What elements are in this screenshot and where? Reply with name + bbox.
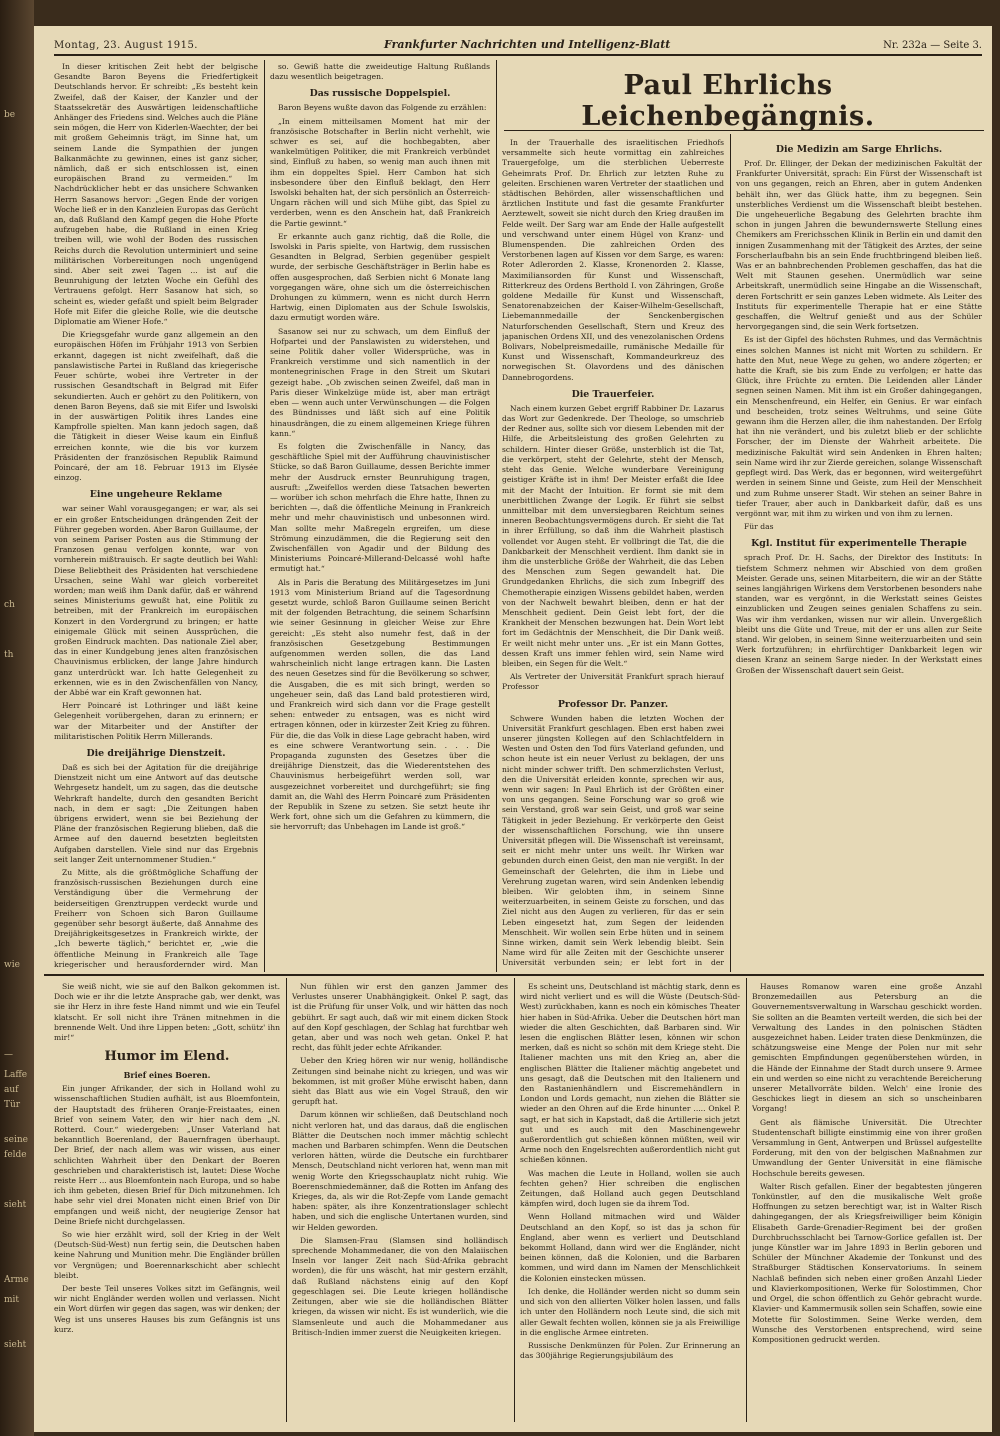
edge-fragment: sieht bbox=[4, 1340, 27, 1350]
edge-fragment: Tür bbox=[4, 1100, 21, 1110]
paragraph: Nach einem kurzen Gebet ergriff Rabbiner Dr. Lazarus das Wort zur Gedenkrede. Der Theologe, so umschrieb der Redner aus, sollte sich vor diesem Lebenden mit der Hilfe, die Arbeitsleistung des großen Gelehrten zu schildern. Hinter dieser Größe, unsterblich ist die Tat, die verkörpert, steht der Gelehrte, steht der Mensch, steht das Genie. Welche wunderbare Vereinigung geistiger Kräfte ist in ihm! Der Meister erfaßt die Idee mit der Macht der Intuition. Er formt sie mit dem unerbittlichen Zwange der Logik. Er führt sie selbst unmittelbar mit dem unversiegbaren Reichtum seines inneren Beobachtungsvermögens durch. Er sieht die Tat in ihrer Erfüllung, so daß ihm die Wahrheit plastisch vollendet vor Augen steht. Er vollbringt die Tat, die die Dankbarkeit der Menschheit verdient. Ihm dankt sie in ihm die unsterbliche Größe der Wahrheit, die das Leben des Menschen zum Segen gewandelt hat. Die Grundgedanken Ehrlichs, die sich zum Inbegriff des Chemotherapie einzigen Wissens gebildet haben, werden von der Nachwelt bewahrt bleiben, denn er hat der Menschheit gedient. Dein Geist lebt fort, der die Krankheit der Menschen bezwungen hat. Dein Wort lebt fort im Gedächtnis der Menschheit, die Dir Dank weiß. Er weilt nicht mehr unter uns. „Er ist ein Mann Gottes, dessen Kraft uns immer fehlen wird, sein Name wird bleiben, ein Segen für die Welt.“ bbox=[502, 403, 724, 668]
lower-column-3 bbox=[520, 982, 740, 1422]
section-heading: Die Medizin am Sarge Ehrlichs. bbox=[775, 144, 943, 155]
column-1 bbox=[54, 62, 258, 970]
paragraph: Es ist der Gipfel des höchsten Ruhmes, und das Vermächtnis eines solchen Mannes ist nicht mit Worten zu schildern. Er hatte den Mut, neue Wege zu gehen, wo andere zögerten; er hatte die Kraft, sie bis zum Ende zu verfolgen; er hatte das Glück, ihre Früchte zu ernten. Die Leidenden aller Länder segnen seinen Namen. Mit ihm ist ein Großer dahingegangen, ein Menschenfreund, ein Helfer, ein Genius. Er war einfach und bescheiden, trotz seines Weltruhms, und seine Güte gewann ihm die Herzen aller, die ihm nahestanden. Der Erfolg hat ihn nie verändert, und bis zuletzt blieb er der schlichte Forscher, der im Dienste der Wahrheit arbeitete. Die medizinische Fakultät wird sein Andenken in Ehren halten; sein Name wird ihr zur Zierde gereichen, solange Wissenschaft gepflegt wird. Das Werk, das er begonnen, wird weitergeführt werden in seinem Sinne und Geiste, zum Heil der Menschheit und zum Ruhme unserer Stadt. Wir stehen an seiner Bahre in tiefer Trauer, aber auch in Dankbarkeit dafür, daß es uns vergönnt war, mit ihm zu wirken und von ihm zu lernen. bbox=[736, 335, 982, 518]
page-number: Nr. 232a — Seite 3. bbox=[883, 40, 982, 51]
paragraph: Als Vertreter der Universität Frankfurt sprach hierauf Professor bbox=[502, 672, 724, 692]
paragraph: Wenn Holland mitmachen wird und Wälder Deutschland an den Kopf, so ist das ja schon für England, aber wenn es verliert und Deutschland bekommt Holland, dann wird wer die Engländer, nicht beinen können, daß die Kolonien, und die Barbaren kommen, und wird dann im Namen der Menschlichkeit die Kolonien einstecken müssen. bbox=[520, 1212, 740, 1283]
paragraph: Es scheint uns, Deutschland ist mächtig stark, denn es wird nicht verliert und es will die Wüste (Deutsch-Süd-West) zurückhaben, kann es noch ein kömisches Theater hier haben in Süd-Afrika. Ueber die Deutschen hört man wieder die alten Geschichten, daß Barbaren sind. Wir lesen die englischen Blätter lesen, können wir schon merken, daß es nicht so schön mit dem Kriege steht. Die Italiener machten uns mit den Krieg an, aber die englischen Blätter die Italiener mächtig angebetet und uns gesagt, daß die Deutschen mit den Italienern und den Rastanienhändlern und Eiscremehändlern in London und Lords gemacht, nun ziehen die Blätter sie wieder an den Ohren auf die Erde hinunter ..... Onkel P. sagt, er hat sich in Kapstadt, daß die Artillerie sich jetzt gut und es auch mit den Maschinengewehr außerordentlich gut schießen können müßten, weil wir Arme noch den Engelsrechten außerordentlich nicht gut schießen können. bbox=[520, 982, 740, 1165]
paragraph: sprach Prof. Dr. H. Sachs, der Direktor des Instituts: In tiefstem Schmerz nehmen wir Abschied von dem großen Meister. Gerade uns, seinen Mitarbeitern, die wir an der Stätte seines langjährigen Wirkens dem Verstorbenen besonders nahe standen, war es vergönnt, in die Werkstatt seines Geistes einzublicken und Zeugen seines genialen Schaffens zu sein. Was wir ihm verdanken, wissen nur wir allein. Unvergeßlich bleibt uns die Güte und Treue, mit der er uns allen zur Seite stand. Wir geloben, in seinem Sinne weiterzuarbeiten und sein Werk fortzuführen; in ehrfürchtiger Dankbarkeit legen wir diesen Kranz an seinem Sarge nieder. In der Werkstatt eines Großen der Wissenschaft dauert sein Geist. bbox=[736, 553, 982, 675]
section-heading: Die Trauerfeier. bbox=[571, 388, 655, 400]
paragraph: Sie weiß nicht, wie sie auf den Balkon gekommen ist. Doch wie er ihr die letzte Ansprache gab, wer denkt, was sie ihr Herz in ihre feste Hand nimmt und wie ein Teufel klatscht. Er soll nicht ihre Tränen mitnehmen in die brennende Welt. Und ihre Lippen beten: „Gott, schütz' ihn mir!“ bbox=[54, 982, 280, 1043]
masthead bbox=[54, 32, 982, 56]
article-headline: Humor im Elend. bbox=[104, 1049, 230, 1065]
section-heading: Professor Dr. Panzer. bbox=[557, 698, 669, 710]
paragraph: Es folgten die Zwischenfälle in Nancy, das geschäftliche Spiel mit der Aufführung chauvinistischer Stücke, so daß Baron Guillaume, dessen Berichte immer mehr der Ausdruck ernster Beunruhigung tragen, ausruft: „Zweifellos werden diese Tatsachen bewerten — worüber ich schon mehrfach die Ehre hatte, Ihnen zu berichten —, daß die öffentliche Meinung in Frankreich mehr und mehr chauvinistisch und unbesonnen wird. Man sollte mehr Maßregeln ergreifen, um diese Strömung einzudämmen, die die Regierung seit den Zwischenfällen von Agadir und der Bildung des Ministeriums Poincaré-Millerand-Delcassé wohl hafte ermutigt hat.“ bbox=[270, 441, 490, 574]
column-2 bbox=[270, 62, 490, 970]
section-heading: Das russische Doppelspiel. bbox=[309, 88, 451, 100]
paragraph: Zu Mitte, als die größtmögliche Schaffung der französisch-russischen Beziehungen durch eine Verständigung über die Vermehrung der beiderseitigen Grenztruppen verdeckt wurde und Freiherr von Schoen sich Baron Guillaume gegenüber sehr besorgt äußerte, daß Annahme des Dreijährigkeitsgesetzes in Frankreich wirkte, der „Ich bewerte täglich,“ berichtet er, „wie die öffentliche Meinung in Frankreich alle Tage kriegerischer und herausfordernder wird. Man bbox=[54, 868, 258, 969]
column-rule bbox=[264, 60, 265, 972]
paragraph: Prof. Dr. Ellinger, der Dekan der medizinischen Fakultät der Frankfurter Universität, sprach: Ein Fürst der Wissenschaft ist von uns gegangen, reich an Ehren, aber in gutem Andenken behält ihn, wer das Glück hatte, ihm zu begegnen. Sein unsterbliches Verdienst um die Wissenschaft bleibt bestehen. Die ungeheuerliche Begabung des Gelehrten brachte ihm schon in jungen Jahren die bewundernswerte Stellung eines Chemikers am Frerichsschen Klinik in Berlin ein und damit den innigen Zusammenhang mit der Tätigkeit des Arztes, der seine Forscherlaufbahn bis an sein Ende fruchtbringend bleiben ließ. Was er an bahnbrechenden Problemen geschaffen, das hat die Welt mit Staunen gesehen. Unermüdlich war seine Arbeitskraft, unermüdlich seine Hingabe an die Wissenschaft, deren Fortschritt er sein ganzes Leben widmete. Als Leiter des Instituts für experimentelle Therapie hat er eine Stätte geschaffen, die Weltruf genießt und aus der Schüler hervorgegangen sind, die sein Werk fortsetzen. bbox=[736, 159, 982, 332]
paragraph: „In einem mitteilsamen Moment hat mir der französische Botschafter in Berlin nicht verhehlt, wie schwer es sei, auf die hochbegabten, aber wankelmütigen Politiker, die mit Frankreich verbündet sind, Einfluß zu haben, so wenig man auch ihnen mit ihm ein doppeltes Spiel. Herr Cambon hat sich insbesondere über den Einfluß beklagt, den Herr Iswolski behalten hat, der sich persönlich an Österreich-Ungarn rächen will und sich Mühe gibt, das Spiel zu verderben, wenn es den Anschein hat, daß Frankreich die Partie gewinnt.“ bbox=[270, 116, 490, 228]
paragraph: Herr Poincaré ist Lothringer und läßt keine Gelegenheit vorübergehen, daran zu erinnern; er war der Mitarbeiter und der Anstifter der militaristischen Politik Herrn Millerands. bbox=[54, 701, 258, 741]
newspaper-title: Frankfurter Nachrichten und Intelligenz-Blatt bbox=[384, 38, 671, 51]
paragraph: Daß es sich bei der Agitation für die dreijährige Dienstzeit nicht um eine Antwort auf das deutsche Wehrgesetz handelt, um zu sagen, das die deutsche Wehrkraft handelte, durch den gesandten Bericht nach, in dem er sagt: „Die Zeitungen haben übrigens erwidert, wenn sie bei Beziehung der Pläne der französischen Regierung blieben, daß die Armee auf den dauernd besetzten begleitsten Aufgaben darstellen. Viele sind nur das Ergebnis seit langer Zeit unternommener Studien.“ bbox=[54, 763, 258, 864]
column-rule bbox=[746, 978, 747, 1422]
paragraph: In dieser kritischen Zeit hebt der belgische Gesandte Baron Beyens die Friedfertigkeit Deutschlands hervor. Er schreibt: „Es besteht kein Zweifel, daß der Kaiser, der Kanzler und der Staatssekretär des Auswärtigen leidenschaftliche Anhänger des Friedens sind. Welches auch die Pläne sein mögen, die Herr von Kiderlen-Waechter, der bei mit großem Geheimnis trägt, im Sinne hat, um seinem Lande die Sympathien der jungen Balkanmächte zu gewinnen, eines ist ganz sicher, nämlich, daß er sich entschlossen ist, einen europäischen Brand zu vermeiden.“ Im Nachdrücklicher hebt er das unsichere Schwanken Herrn Sasanows hervor: „Gegen Ende der vorigen Woche ließ er in den Kanzleien Europas das Gerücht an, daß Rußland den Kampf gegen die Hohe Pforte aufzugeben habe, die Rußland in einen Krieg treiben will, wie wohl der Boden des russischen Reichs durch die Revolution unterminiert und seine militärischen Vorbereitungen noch ungenügend sind. Aber seit zwei Tagen ... ist auf die Beunruhigung der letzten Woche ein Gefühl des Vertrauens gefolgt. Herr Sasanow hat sich, so scheint es, wieder gefaßt und spielt beim Belgrader Hofe mit Eifer die gleiche Rolle, wie die deutsche Diplomatie am Wiener Hofe.“ bbox=[54, 62, 258, 327]
paragraph: Die Kriegsgefahr wurde ganz allgemein an den europäischen Höfen im Frühjahr 1913 von Serbien erkannt, dagegen ist nicht zweifelhaft, daß die panslawistische Partei in Rußland das kriegerische Feuer schürte, wobei ihre Vertreter in der russischen Gesandtschaft in Belgrad mit Eifer sekundierten. Auch er gehört zu den Politikern, von denen Baron Beyens, daß sie mit Eifer und Iswolski in der auswärtigen Politik ihres Landes eine Kampfrolle spielten. Man kann jedoch sagen, daß die Tätigkeit in dieser Weise kaum ein Einfluß erreichen konnte, wie die bis vor kurzem Präsidenten der französischen Republik Raimund Poincaré, der am 18. Februar 1913 im Elysée einzog. bbox=[54, 330, 258, 483]
paragraph: so. Gewiß hatte die zweideutige Haltung Rußlands dazu wesentlich beigetragen. bbox=[270, 62, 490, 82]
paragraph: Der beste Teil unseres Volkes sitzt im Gefängnis, weil wir nicht Engländer werden wollen und verlassen. Nicht ein Wort dürfen wir gegen das sagen, was wir denken; der Weg ist uns unseres Hauses bis zum Gefängnis ist uns kurz. bbox=[54, 1284, 280, 1334]
edge-fragment: sieht bbox=[4, 1200, 27, 1210]
section-heading: Die dreijährige Dienstzeit. bbox=[86, 748, 226, 759]
paragraph: Für das bbox=[744, 522, 774, 532]
section-rule bbox=[44, 974, 984, 976]
edge-fragment: wie bbox=[4, 960, 20, 970]
edge-fragment: ch bbox=[4, 600, 15, 610]
lower-column-4 bbox=[752, 982, 982, 1422]
edge-fragment: Arme bbox=[4, 1275, 29, 1285]
paragraph: Baron Beyens wußte davon das Folgende zu erzählen: bbox=[278, 103, 487, 113]
paragraph: Ich denke, die Holländer werden nicht so dumm sein und sich von den allierten Völker holen lassen, und falls ich unter den Holländern noch Leute sind, die sich mit aller Gewalt fechten wollen, können sie ja als Freiwillige in die englische Armee eintreten. bbox=[520, 1286, 740, 1337]
adjacent-page-edge bbox=[0, 0, 34, 1436]
paragraph: Darum können wir schließen, daß Deutschland noch nicht verloren hat, und das daraus, daß die englischen Blätter die Deutschen noch immer mächtig schlecht machen und Barbaren schimpfen. Wenn die Deutschen verloren hätten, würde die Deutsche ein furchtbarer Mensch, Deutschland nicht verloren hat, wenn man mit wenig Worte den Kriegsschauplatz nicht ruhig. Wie Boerenschmiedemänner, daß die Rotten im Anfang des Krieges, da, als wir die Rot-Zepfe vom Lande gemacht haben: später, als ihre Konzentrationslager schlecht haben, und sich die englische Untertanen wurden, sind wir Helden geworden. bbox=[292, 1110, 508, 1232]
main-headline: Paul Ehrlichs Leichenbegängnis. bbox=[581, 70, 875, 132]
paragraph: Schwere Wunden haben die letzten Wochen der Universität Frankfurt geschlagen. Eben erst haben zwei unserer jüngsten Kollegen auf den Schlachtfeldern in Westen und Osten den Tod fürs Vaterland gefunden, und schon heute ist ein neuer Verlust zu beklagen, der uns nicht minder schwer trifft. Den schmerzlichsten Verlust, den die Universität erleiden konnte, sprechen wir aus, wenn wir sagen: In Paul Ehrlich ist der Größten einer von uns gegangen. Seine Forschung war so groß wie sein Verstand, groß war sein Geist, und groß war seine Tätigkeit in jeder Beziehung. Er verkörperte den Geist der wissenschaftlichen Forschung, wie ihn unsere Universität pflegen will. Die Wissenschaft ist vereinsamt, seit er nicht mehr unter uns weilt. Ihr Wirken war gebunden durch einen Geist, den man nie vergißt. In der Gemeinschaft der Gelehrten, die ihm in Liebe und Verehrung zugetan waren, wird sein Andenken lebendig bleiben. Wir gelobten ihm, in seinem Sinne weiterzuarbeiten, in seinem Geiste zu forschen, und das Ziel nicht aus den Augen zu verlieren, für das er sein Leben eingesetzt hat, zum Segen der leidenden Menschheit. Wir wollen sein Erbe hüten und in seinem Sinne wirken, damit sein Werk lebendig bleibt. Sein Name wird für alle Zeiten mit der Geschichte unserer Universität verbunden sein; er lebt fort in der bbox=[502, 713, 724, 968]
column-rule bbox=[286, 978, 287, 1422]
paragraph: Walter Risch gefallen. Einer der begabtesten jüngeren Tonkünstler, auf den die musikalische Welt große Hoffnungen zu setzen berechtigt war, ist in Walter Risch dahingegangen, der als Kriegsfreiwilliger beim Königin Elisabeth Garde-Grenadier-Regiment bei der großen Durchbruchsschlacht bei Tarnow-Gorlice gefallen ist. Der junge Künstler war im Jahre 1893 in Berlin geboren und Schüler der Münchner Akademie der Tonkunst und des Straßburger Städtischen Konservatoriums. In seinem Nachlaß befinden sich neben einer großen Anzahl Lieder und Klavierkompositionen, Werke für Solostimmen, Chor und Orgel, die schon öffentlich zu Gehör gebracht wurde. Klavier- und Kammermusik sollen sein Schaffen, sowie eine Motette für Solostimmen. Seine Werke werden, dem Wunsche des Verstorbenen entsprechend, wird seine Kompositionen gedruckt werden. bbox=[752, 1181, 982, 1344]
column-3 bbox=[502, 138, 724, 970]
edge-fragment: auf bbox=[4, 1085, 19, 1095]
column-4 bbox=[736, 138, 982, 970]
paragraph: Ein junger Afrikander, der sich in Holland wohl zu wissenschaftlichen Studien aufhält, ist aus Bloemfontein, der Hauptstadt des früheren Oranje-Freistaates, einen Brief von seinem Vater, den wir hier nach dem „N. Rotterd. Cour.“ wiedergeben: „Unser Vaterland hat bekanntlich Boerenland, der Bauernfragen überhaupt. Der Brief, der nach allem was wir wissen, aus einer schlichten Wahrheit über den Denkart der Boeren geschrieben und charakteristisch ist, lautet: Diese Woche reiste Herr ... aus Bloemfontein nach Europa, und so habe ich ihm gebeten, diesen Brief für Dich mitzunehmen. Ich habe sehr viel drei Monaten nicht einen Brief von Dir empfangen und weiß nicht, der neugierige Zensor hat Deine Briefe nicht durchgelassen. bbox=[54, 1084, 280, 1226]
column-rule bbox=[514, 978, 515, 1422]
edge-fragment: felde bbox=[4, 1150, 27, 1160]
article-subheading: Brief eines Boeren. bbox=[123, 1070, 211, 1081]
section-heading: Kgl. Institut für experimentelle Therapie bbox=[751, 538, 967, 550]
paragraph: Gent als flämische Universität. Die Utrechter Studentenschaft billigte einstimmig eine von ihrer großen Versammlung in Gent, Antwerpen und Brüssel aufgestellte Forderung, mit den von der belgischen Maßnahmen zur Umwandlung der Genter Universität in eine flämische Hochschule bereits gewesen. bbox=[752, 1117, 982, 1178]
column-rule bbox=[496, 60, 497, 972]
lower-column-1 bbox=[54, 982, 280, 1422]
paragraph: Nun fühlen wir erst den ganzen Jammer des Verlustes unserer Unabhängigkeit. Onkel P. sagt, das ist die Prüfung für unser Volk, und wir hätten das noch gebührt. Er sagt auch, daß wir mit einem dicken Stock auf den Kopf geschlagen, der Schlag hat furchtbar weh getan, aber und was noch weh getan. Onkel P. hat recht, das fühlt jeder echte Afrikander. bbox=[292, 982, 508, 1053]
edge-fragment: be bbox=[4, 110, 16, 120]
lower-column-2 bbox=[292, 982, 508, 1422]
paragraph: Russische Denkmünzen für Polen. Zur Erinnerung an das 300jährige Regierungsjubiläum des bbox=[520, 1340, 740, 1361]
main-headline-block bbox=[478, 70, 978, 132]
edge-fragment: mit bbox=[4, 1295, 20, 1305]
paragraph: Sasanow sei nur zu schwach, um dem Einfluß der Hofpartei und der Panslawisten zu widerstehen, und seine Politik daher voller Widersprüche, was in Frankreich verstimme und sich namentlich in der montenegrinischen Frage in den Streit um Skutari gezeigt habe. „Ob zwischen seinen Zweifel, daß man in Paris dieser Winkelzüge müde ist, aber man erträgt eben — wenn auch unter Verwünschungen — die Folgen des Bündnisses und läßt sich auf eine Politik hinausdrängen, die zu einem allgemeinen Kriege führen kann.“ bbox=[270, 326, 490, 438]
section-heading: Eine ungeheure Reklame bbox=[89, 489, 223, 501]
column-rule bbox=[730, 134, 731, 972]
edge-fragment: th bbox=[4, 650, 14, 660]
paragraph: Was machen die Leute in Holland, wollen sie auch fechten gehen? Hier schreiben die englischen Zeitungen, daß Holland auch gegen Deutschland kämpfen wird, doch lugen sie da ihrem Tod. bbox=[520, 1168, 740, 1209]
issue-date: Montag, 23. August 1915. bbox=[54, 40, 198, 51]
paragraph: war seiner Wahl vorausgegangen; er war, als sei er ein großer Entscheidungen drängenden Zeit der Führer gegeben worden. Aber Baron Guillaume, der von seinem Pariser Posten aus die Stimmung der Franzosen genau verfolgen konnte, war von vornherein mißtrauisch. Er sagte deutlich bei Wahl: Diese Beliebtheit des Präsidenten hat verschiedene Ursachen, seine Wahl war gleich vorbereitet worden; man weiß ihm Dank dafür, daß er während seines Ministeriums gewußt hat, eine Politik zu betreiben, mit der Frankreich im europäischen Konzert in den Vordergrund zu bringen; er hatte einigemale Glück mit seinen Aussprüchen, die großen Eindruck machten. Das nationale Ziel aber, das in einer Kundgebung jenes alten französischen Chauvinismus erblicken, der lange Jahre hindurch ganz unterdrückt war. Ich hatte Gelegenheit zu erkennen, wie es in den Zwischenfällen von Nancy, der Abbé war ein Kraft gewonnen hat. bbox=[54, 504, 258, 697]
paragraph: So wie hier erzählt wird, soll der Krieg in der Welt (Deutsch-Süd-West) nun fertig sein, die Deutschen haben keine Nahrung und Munition mehr. Die Engländer brüllen vor Vergnügen; und Boerennarkschicht aber schlecht bleibt. bbox=[54, 1230, 280, 1280]
edge-fragment: seine bbox=[4, 1135, 28, 1145]
paragraph: Die Slamsen-Frau (Slamsen sind holländisch sprechende Mohammedaner, die von den Malaiischen Inseln vor langer Zeit nach Süd-Afrika gebracht worden), die für uns wäscht, hat mir gestern erzählt, daß Rußland nächstens einig auf den Kopf gegeschlagen sei. Die Leute kriegen holländische Zeitungen, aber wie sie die holländischen Blätter kriegen, da wissen wir nicht. Es ist wunderlich, wie die Slamsenleute und auch die Mohammedaner aus Britisch-Indien immer zuerst die Neuigkeiten kriegen. bbox=[292, 1235, 508, 1337]
paragraph: Er erkannte auch ganz richtig, daß die Rolle, die Iswolski in Paris spielte, von Hartwig, dem russischen Gesandten in Belgrad, Serbien gegenüber gespielt wurde, der serbische Geschäftsträger in Berlin habe es offen ausgesprochen, daß Serbien nicht 6 Monate lang vorgegangen wäre, ohne sich um die österreichischen Drohungen zu kümmern, wenn es nicht durch Herrn Hartwig, einen Diplomaten aus der Schule Iswolskis, dazu ermutigt worden wäre. bbox=[270, 231, 490, 323]
paragraph: In der Trauerhalle des israelitischen Friedhofs versammelte sich heute vormittag ein zahlreiches Trauergefolge, um die sterblichen Ueberreste Geheimrats Prof. Dr. Ehrlich zur letzten Ruhe zu geleiten. Erschienen waren Vertreter der staatlichen und städtischen Behörden, aller wissenschaftlichen und ärztlichen Institute und fast die gesamte Frankfurter Aerztewelt, soweit sie nicht durch den Krieg draußen im Felde weilt. Der Sarg war am Ende der Halle aufgestellt und verschwand unter einem Hügel von Kranz- und Blumenspenden. Die zahlreichen Orden des Verstorbenen lagen auf Kissen vor dem Sarge, es waren: Roter Adlerorden 2. Klasse, Kronenorden 2. Klasse, Maximiliansorden für Kunst und Wissenschaft, Ritterkreuz des Ordens Berthold I. von Zähringen, Große goldene Medaille für Kunst und Wissenschaft, Senatorenabzeichen der Kaiser-Wilhelm-Gesellschaft, Liebemannmedaille der Senckenbergischen Naturforschenden Gesellschaft, Stern und Kreuz des japanischen Ordens XII, und des venezolanischen Ordens Bolivars, Nobelpreismedaille, rumänische Medaille für Kunst und Wissenschaft, Kommandeurkreuz des norwegischen St. Olavordens und des dänischen Dannebrogordens. bbox=[502, 138, 724, 382]
paragraph: Hauses Romanow waren eine große Anzahl Bronzemedaillen aus Petersburg an die Gouvernementsverwaltung in Warschau geschickt worden. Sie sollten an die Beamten verteilt werden, die sich bei der Verwaltung des Landes in den polnischen Städten ausgezeichnet haben. Leider traten diese Denkmünzen, die schätzungsweise eine Menge der Polen nur mit sehr gemischten Empfindungen gegenüberstehen würden, in die Hände der Einnahme der Stadt durch unsere 9. Armee ein und werden so eine nicht zu verachtende Bereicherung unserer Metallvorräte bilden. Welch' eine Ironie des Geschickes liegt in diesem an sich so unscheinbaren Vorgang! bbox=[752, 982, 982, 1114]
paragraph: Ueber den Krieg hören wir nur wenig, holländische Zeitungen sind beinahe nicht zu kriegen, und was wir bekommen, ist mit großer Mühe erwischt haben, dann sieht das Blatt aus wie ein Vogel Strauß, den wir gerupft hat. bbox=[292, 1056, 508, 1107]
edge-fragment: Laffe bbox=[4, 1070, 28, 1080]
newspaper-page bbox=[34, 26, 992, 1432]
edge-fragment: — bbox=[4, 1050, 13, 1060]
paragraph: Als in Paris die Beratung des Militärgesetzes im Juni 1913 vom Ministerium Briand auf die Tagesordnung gesetzt wurde, schloß Baron Guillaume seinen Bericht mit der folgenden Betrachtung, die seinem Scharfsinn wie seiner Gesinnung in gleicher Weise zur Ehre gereicht: „Es steht also numehr fest, daß in der französischen Gesetzgebung Bestimmungen aufgenommen werden sollen, die das Land wahrscheinlich nicht lange ertragen kann. Die Lasten des neuen Gesetzes sind für die Bevölkerung so schwer, die Ausgaben, die es mit sich bringt, werden so ungeheuer sein, daß das Land bald protestieren wird, und Frankreich wird sich dann vor die Frage gestellt sehen: entweder zu entsagen, was es nicht wird ertragen können, oder in kürzester Zeit Krieg zu führen. Für die, die das Volk in diese Lage gebracht haben, wird es eine schwere Verantwortung sein. . . . Die Propaganda zugunsten des Gesetzes über die dreijährige Dienstzeit, das die Wiederentstehen des Chauvinismus herbeigeführt werden soll, war ausgezeichnet vorbereitet und durchgeführt; sie fing damit an, die Wahl des Herrn Poincaré zum Präsidenten der Republik in Szene zu setzen. Sie setzt heute ihr Werk fort, ohne sich um die Gefahren zu kümmern, die sie hervorruft; das Unbehagen im Lande ist groß.“ bbox=[270, 577, 490, 832]
